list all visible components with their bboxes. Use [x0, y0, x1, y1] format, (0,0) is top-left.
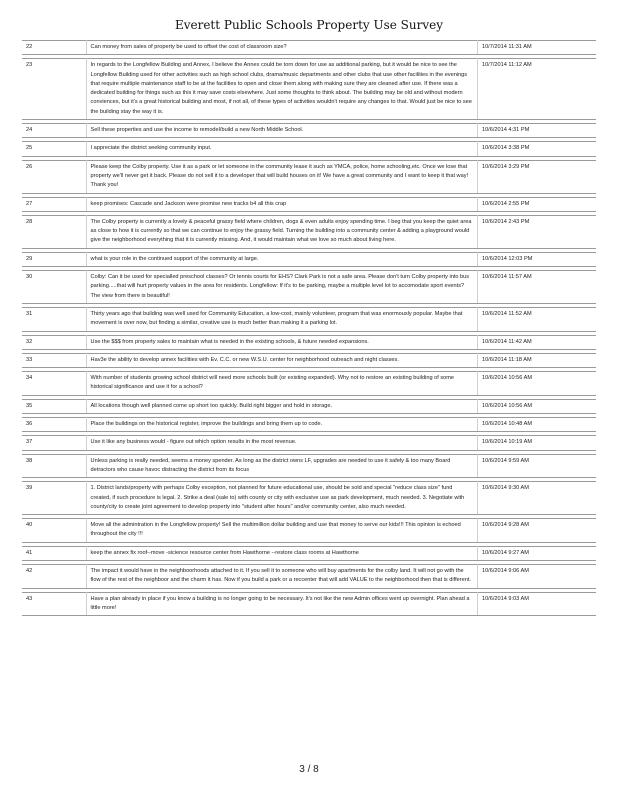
- table-row: [22, 252, 596, 266]
- response-text: Place the buildings on the historical register, improve the buildings and bring them up to code.: [86, 418, 477, 432]
- response-number: 42: [22, 564, 86, 588]
- table-row: [22, 592, 596, 616]
- response-date: 10/6/2014 2:55 PM: [477, 197, 596, 211]
- response-text: keep promises: Cascade and Jackson were promise new tracks b4 all this crap: [86, 197, 477, 211]
- response-text: what is your role in the continued support of the community at large.: [86, 252, 477, 266]
- table-row: [22, 160, 596, 193]
- table-row: [22, 436, 596, 450]
- response-text: Move all the admintration in the Longfellow property! Sell the multimillion dollar building and use that money to serve our kids!!! This opinion is echoed throughout the city !!!: [86, 519, 477, 543]
- response-number: 33: [22, 353, 86, 367]
- response-text: Use it like any business would - figure out which option results in the most revenue.: [86, 436, 477, 450]
- response-number: 29: [22, 252, 86, 266]
- response-text: Unless parking is really needed, seems a money spender. As long as the district owns LF, upgrades are needed to use it safely & too many Board detractors who cause havoc distracting the district from its focus: [86, 454, 477, 478]
- response-date: 10/6/2014 4:31 PM: [477, 124, 596, 138]
- response-number: 35: [22, 399, 86, 413]
- response-text: The impact it would have in the neighboorhoods attached to it. If you sell it to someone who will buy apartments for the colby land. It will not go with the flow of the rest of the neighboor and the charm it has. Now if you build a park or a reccenter that will add VALUE to the neighborhood then that is different.: [86, 564, 477, 588]
- response-date: 10/7/2014 11:31 AM: [477, 41, 596, 55]
- table-row: [22, 519, 596, 543]
- response-date: 10/7/2014 11:12 AM: [477, 59, 596, 120]
- response-date: 10/6/2014 11:57 AM: [477, 271, 596, 304]
- response-text: keep the annex fix roof--move -sicience resource center from Hawthorne --restore class rooms at Hawthorne: [86, 546, 477, 560]
- response-number: 39: [22, 482, 86, 515]
- table-row: [22, 564, 596, 588]
- table-row: [22, 271, 596, 304]
- response-date: 10/6/2014 11:42 AM: [477, 335, 596, 349]
- response-number: 24: [22, 124, 86, 138]
- response-number: 43: [22, 592, 86, 616]
- response-text: Colby: Can it be used for specialled preschool classes? Or tennis courts for EHS? Clark Park is not a safe area. Please don't turn Colby property into bus parking.....that will hurt property values in the area for residents. Longfellow: If it's to be parking, maybe a multiple level lot to accomodate sport events? The view from there is beautiful!: [86, 271, 477, 304]
- response-number: 25: [22, 142, 86, 156]
- response-number: 26: [22, 160, 86, 193]
- response-text: The Colby property is currently a lovely & peaceful grassy field where children, dogs & even adults enjoy spending time. I beg that you keep the quiet area as close to how it is currently so that we can continue to enjoy the grassy field. Turning the building into a community center & adding a playground would give the neighborhood everything that it is currently missing. And, it would maintain what we love so much about living here.: [86, 215, 477, 248]
- table-row: [22, 482, 596, 515]
- table-row: [22, 335, 596, 349]
- response-text: Thirty years ago that building was well used for Community Education, a low-cost, mainly volunteer, program that was enormously popular. Maybe that movement is over now, but finding a similar, creative use is much better than making it a parking lot.: [86, 307, 477, 331]
- response-date: 10/6/2014 10:48 AM: [477, 418, 596, 432]
- table-row: [22, 124, 596, 138]
- response-date: 10/6/2014 9:28 AM: [477, 519, 596, 543]
- response-number: 40: [22, 519, 86, 543]
- response-date: 10/6/2014 9:06 AM: [477, 564, 596, 588]
- response-date: 10/6/2014 2:43 PM: [477, 215, 596, 248]
- response-date: 10/6/2014 3:29 PM: [477, 160, 596, 193]
- response-number: 28: [22, 215, 86, 248]
- table-row: [22, 142, 596, 156]
- table-row: [22, 215, 596, 248]
- response-number: 34: [22, 372, 86, 396]
- response-number: 38: [22, 454, 86, 478]
- page-title: Everett Public Schools Property Use Survey: [174, 18, 444, 32]
- response-date: 10/6/2014 10:56 AM: [477, 372, 596, 396]
- response-date: 10/6/2014 9:59 AM: [477, 454, 596, 478]
- response-number: 41: [22, 546, 86, 560]
- response-date: 10/6/2014 11:52 AM: [477, 307, 596, 331]
- response-number: 23: [22, 59, 86, 120]
- response-date: 10/6/2014 10:56 AM: [477, 399, 596, 413]
- response-date: 10/6/2014 10:19 AM: [477, 436, 596, 450]
- response-text: Sell these properties and use the income to remodel/build a new North Middle School.: [86, 124, 477, 138]
- table-row: [22, 372, 596, 396]
- table-row: [22, 399, 596, 413]
- response-text: Please keep the Colby property. Use it as a park or let someone in the community lease it such as YMCA, police, home schooling,etc. Once we lose that property we'll never get it back. Please do not sell it to a developer that will build houses on it! We have a great community and I want to keep it that way! Thank you!: [86, 160, 477, 193]
- response-text: All locations though well planned come up short too quickly. Build right bigger and hold in storage.: [86, 399, 477, 413]
- response-date: 10/6/2014 12:03 PM: [477, 252, 596, 266]
- response-number: 37: [22, 436, 86, 450]
- response-text: With number of students growing school district will need more schools built (or existing expanded). Why not to restore an existing building of some historical significance and use it for a school?: [86, 372, 477, 396]
- response-text: Use the $$$ from property sales to maintain what is needed in the existing schools, & future needed expansions.: [86, 335, 477, 349]
- response-date: 10/6/2014 3:38 PM: [477, 142, 596, 156]
- response-text: 1. District lands/property with perhaps Colby exception, not planned for future educational use, should be sold and special "reduce class size" fund created, if such procedure is legal. 2. Strike a deal (sale to) with county or city with exclusive use as park development, much needed. 3. Negotiate with county/city to create joint agreement to develop property into "student after hours" and/or community center, also much needed.: [86, 482, 477, 515]
- table-row: [22, 197, 596, 211]
- response-date: 10/6/2014 11:18 AM: [477, 353, 596, 367]
- response-date: 10/6/2014 9:03 AM: [477, 592, 596, 616]
- table-row: [22, 353, 596, 367]
- table-row: [22, 418, 596, 432]
- response-text: I appreciate the district seeking community input.: [86, 142, 477, 156]
- response-date: 10/6/2014 9:30 AM: [477, 482, 596, 515]
- response-number: 27: [22, 197, 86, 211]
- table-row: [22, 307, 596, 331]
- response-number: 36: [22, 418, 86, 432]
- response-date: 10/6/2014 9:27 AM: [477, 546, 596, 560]
- table-row: [22, 59, 596, 120]
- response-text: In regards to the Longfellow Building and Annex, I believe the Annex could be torn down for use as additional parking, but it would be nice to see the Longfellow Building used for other activities such as high school clubs, drama/music departments and other clubs that use other facilities in the evenings that require multiple maintenance staff to be at the facilities to open and close them along with making sure they are cleaned after use. If there was a dedicated building for things such as this it may save costs elsewhere. Just some thoughts to think about. The building may be old and without modern conviences, but it's a great historical building and most, if not all, of these types of activities wouldn't require any changes to that. Would just be nice to see the building stay the way it is.: [86, 59, 477, 120]
- table-row: [22, 41, 596, 55]
- response-text: Hav3e the ability to develop annex facilities with Ev. C.C. or new W.S.U. center for neighborhood outreach and night classes.: [86, 353, 477, 367]
- table-row: [22, 454, 596, 478]
- response-number: 31: [22, 307, 86, 331]
- responses-table: [22, 40, 596, 616]
- response-number: 22: [22, 41, 86, 55]
- response-text: Can money from sales of property be used to offset the cost of classroom size?: [86, 41, 477, 55]
- response-text: Have a plan already in place if you know a building is no longer going to be necessary. It's not like the new Admin offices went up overnight. Plan ahead a little more!: [86, 592, 477, 616]
- response-number: 32: [22, 335, 86, 349]
- response-number: 30: [22, 271, 86, 304]
- page-number: 3 / 8: [299, 764, 319, 775]
- table-row: [22, 546, 596, 560]
